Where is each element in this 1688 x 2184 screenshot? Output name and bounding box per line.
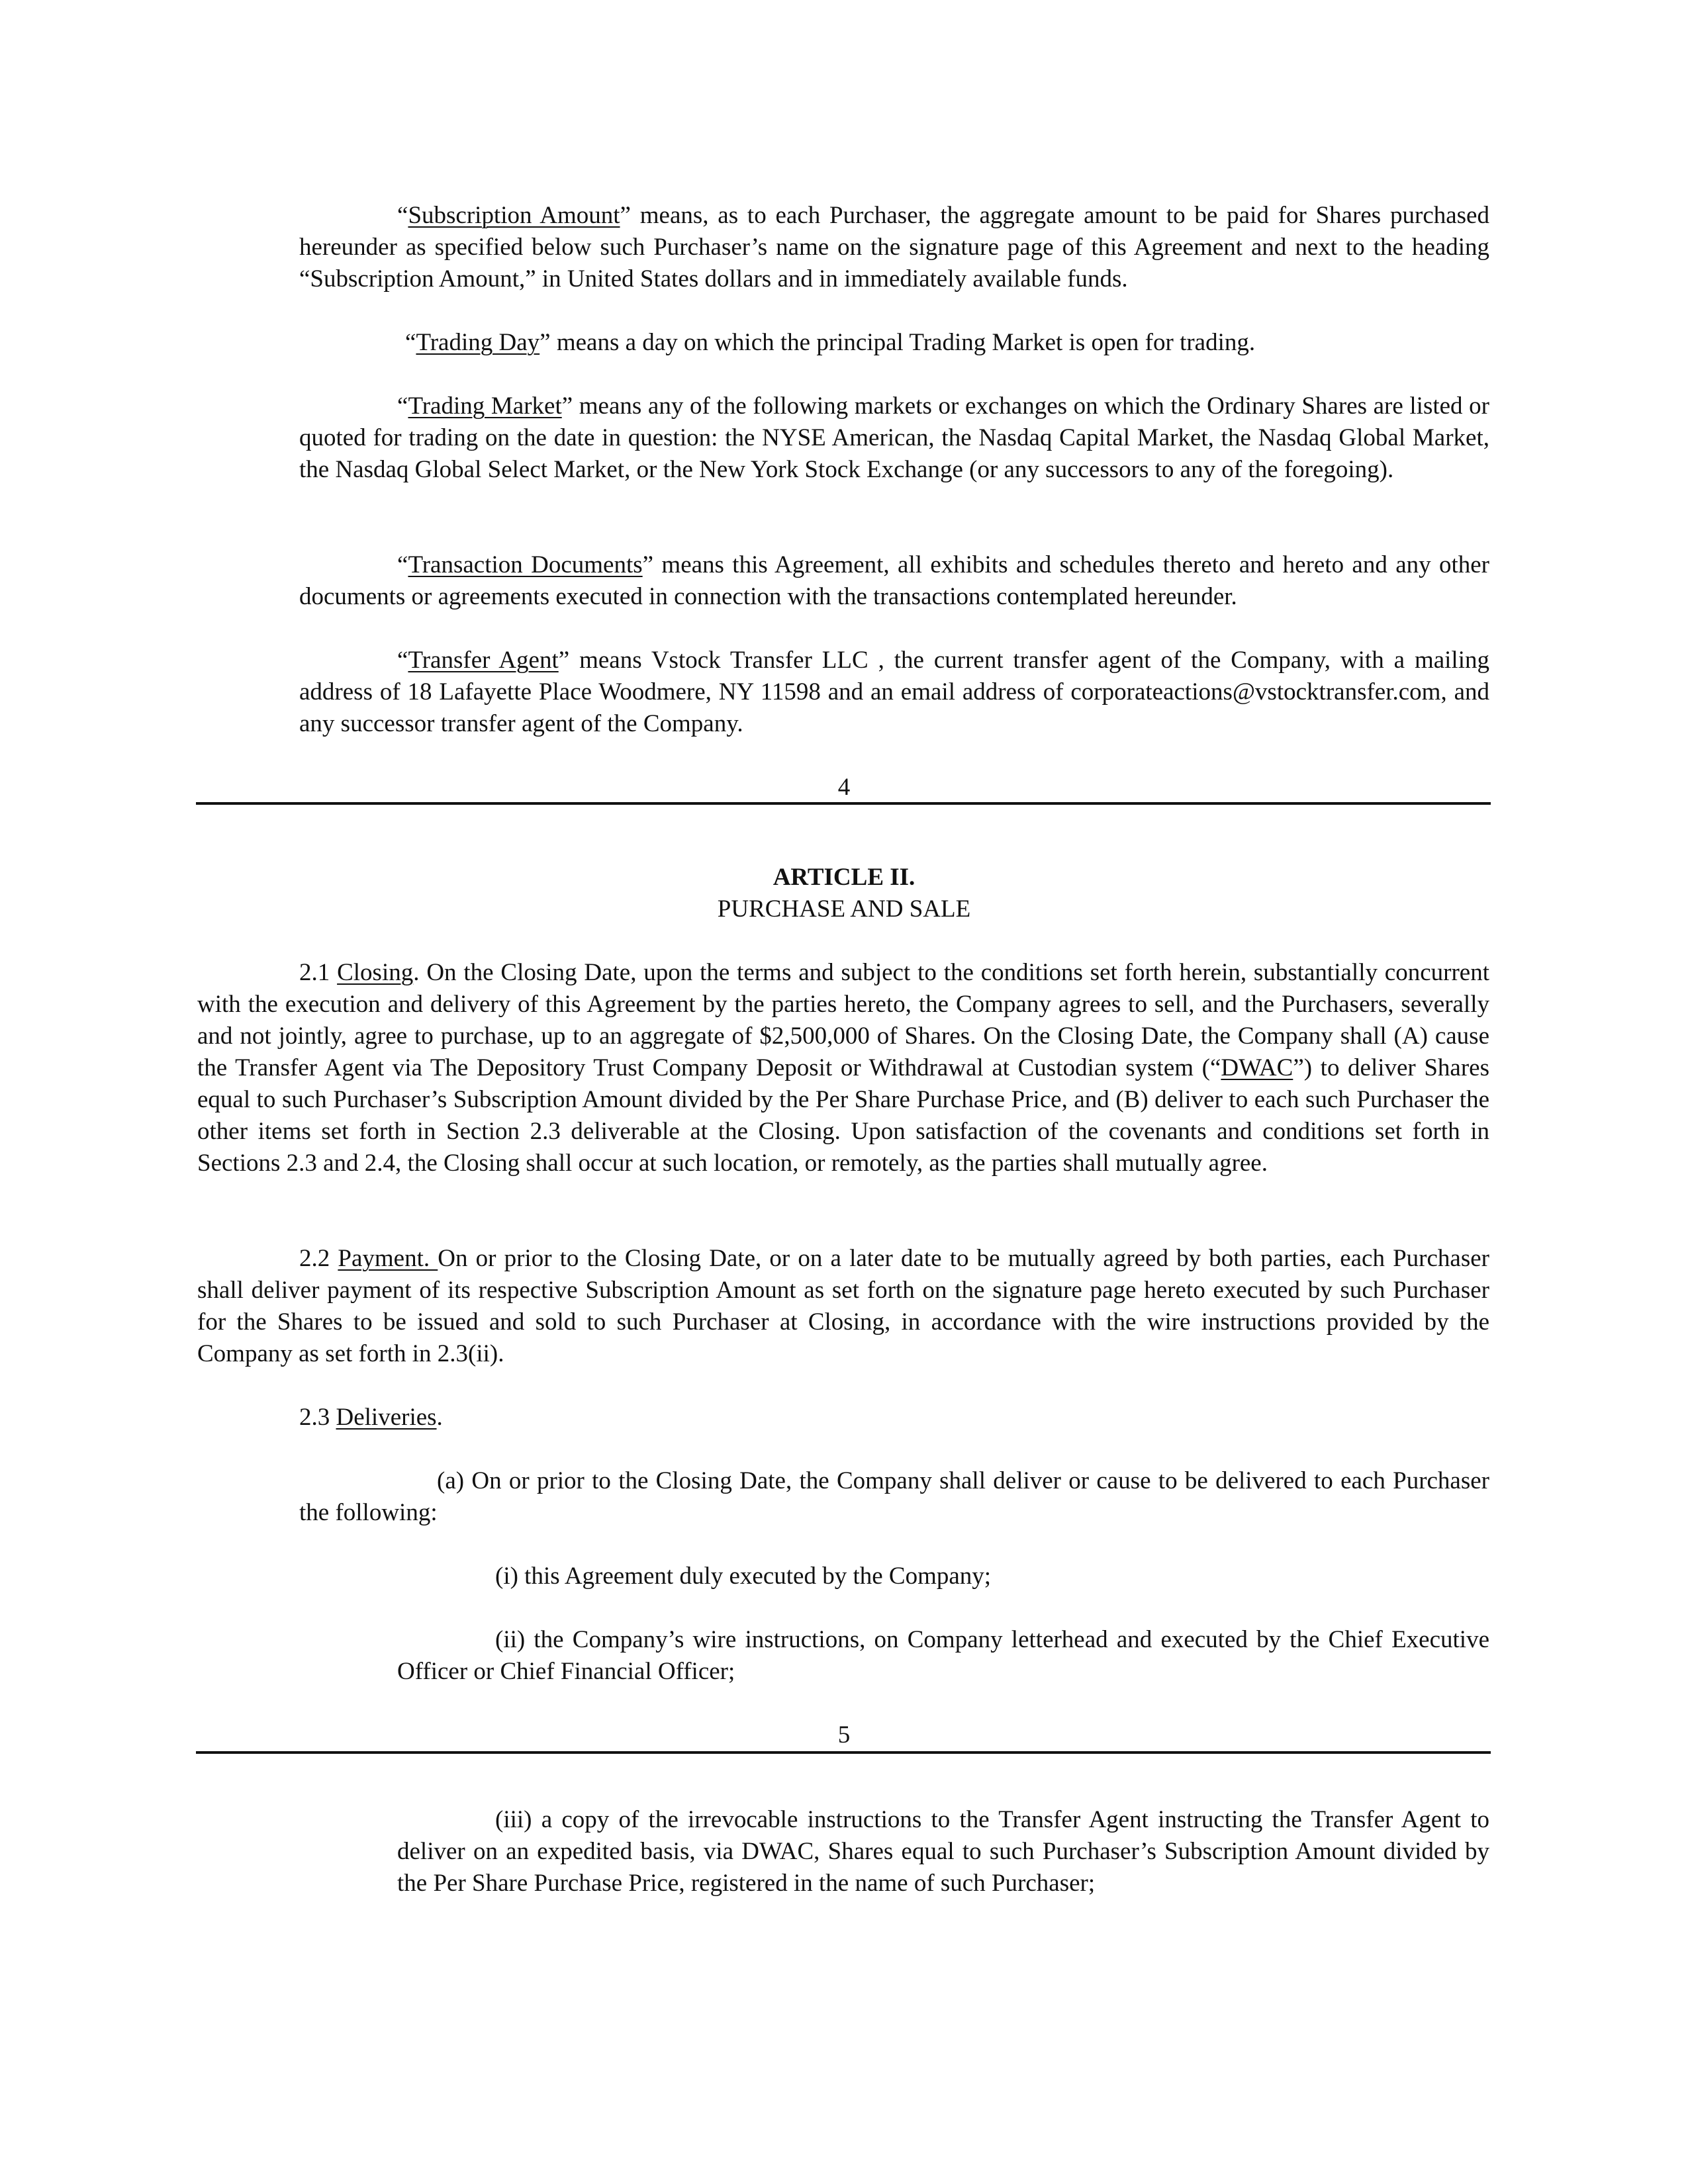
section-text: ”) to deliver Shares equal to such Purchaser’s Subscription Amount divided by the Per Share Purchase Price, and (B) deliver to each such Purchaser the other items set forth in Section 2.3 deliverable at the Closing. Upon satisfaction of the covenants and conditions set forth in Sections 2.3 and 2.4, the Closing shall occur at such location, or remotely, as the parties shall mutually agree. bbox=[197, 1054, 1489, 1177]
article-number: ARTICLE II. bbox=[773, 864, 915, 891]
definition-text: ” means, as to each Purchaser, the aggregate amount to be paid for Shares purchased hereunder as specified below such Purchaser’s name on the signature page of this Agreement and next to the heading “Subscription Amount,” in United States dollars and in immediately available funds. bbox=[299, 202, 1489, 293]
section-heading: Payment. bbox=[338, 1245, 438, 1272]
term-subscription-amount: Subscription Amount bbox=[408, 202, 620, 229]
section-text: On or prior to the Closing Date, or on a later date to be mutually agreed by both parties, each Purchaser shall deliver payment of its respective Subscription Amount as set forth on the signature page hereto executed by such Purchaser for the Shares to be issued and sold to such Purchaser at Closing, in accordance with the wire instructions provided by the Company as set forth in 2.3(ii). bbox=[197, 1245, 1489, 1367]
section-number: 2.2 bbox=[299, 1245, 338, 1272]
item-text: (i) this Agreement duly executed by the Company; bbox=[495, 1563, 992, 1590]
definition-text: ” means a day on which the principal Trading Market is open for trading. bbox=[539, 329, 1256, 356]
page-divider bbox=[196, 1751, 1491, 1754]
section-text: . On the Closing Date, upon the terms and subject to the conditions set forth herein, substantially concurrent with the execution and delivery of this Agreement by the parties hereto, the Company agrees to sell, and the Purchasers, severally and not jointly, agree to purchase, up to an aggregate of $2,500,000 of Shares. On the Closing Date, the Company shall (A) cause the Transfer Agent via The Depository Trust Company Deposit or Withdrawal at Custodian system (“ bbox=[197, 959, 1489, 1081]
term-transfer-agent: Transfer Agent bbox=[408, 647, 559, 674]
definition-text: ” means Vstock Transfer LLC , the current transfer agent of the Company, with a mailing address of 18 Lafayette Place Woodmere, NY 11598 and an email address of corporateactions@vstocktransfer.com, and any successor transfer agent of the Company. bbox=[299, 647, 1489, 737]
section-heading: Closing bbox=[337, 959, 414, 986]
section-2-3-a bbox=[299, 1465, 1489, 1529]
definition-trading-day: “Trading Day” means a day on which the principal Trading Market is open for trading. bbox=[405, 329, 1256, 356]
term-dwac: DWAC bbox=[1221, 1054, 1293, 1081]
section-2-3-a-i bbox=[397, 1561, 1489, 1592]
section-2-3-a-ii bbox=[397, 1624, 1489, 1688]
section-number: 2.1 bbox=[299, 959, 338, 986]
item-text: (iii) a copy of the irrevocable instructions to the Transfer Agent instructing the Transfer Agent to deliver on an expedited basis, via DWAC, Shares equal to such Purchaser’s Subscription Amount divided by the Per Share Purchase Price, registered in the name of such Purchaser; bbox=[397, 1806, 1489, 1897]
term-transaction-documents: Transaction Documents bbox=[408, 551, 643, 578]
section-text: . bbox=[436, 1404, 443, 1431]
subsection-text: (a) On or prior to the Closing Date, the Company shall deliver or cause to be delivered to each Purchaser the following: bbox=[299, 1467, 1489, 1526]
definition-subscription-amount: “Subscription Amount” means, as to each Purchaser, the aggregate amount to be paid for Shares purchased hereunder as specified below such Purchaser’s name on the signature page of this Agreement and next to the heading “Subscription Amount,” in United States dollars and in immediately available funds. bbox=[299, 202, 1489, 293]
definition-transfer-agent: “Transfer Agent” means Vstock Transfer LLC , the current transfer agent of the Company, with a mailing address of 18 Lafayette Place Woodmere, NY 11598 and an email address of corporateactions@vstocktransfer.com, and any successor transfer agent of the Company. bbox=[299, 647, 1489, 737]
section-number: 2.3 bbox=[299, 1404, 336, 1431]
section-2-3-a-iii bbox=[397, 1804, 1489, 1899]
section-2-3-deliveries bbox=[197, 1402, 1489, 1433]
term-trading-market: Trading Market bbox=[408, 392, 562, 420]
item-text: (ii) the Company’s wire instructions, on Company letterhead and executed by the Chief Executive Officer or Chief Financial Officer; bbox=[397, 1626, 1489, 1685]
article-title: PURCHASE AND SALE bbox=[717, 895, 971, 923]
page-number: 5 bbox=[837, 1721, 851, 1749]
page-divider bbox=[196, 802, 1491, 805]
definition-text: ” means this Agreement, all exhibits and schedules thereto and hereto and any other documents or agreements executed in connection with the transactions contemplated hereunder. bbox=[299, 551, 1489, 610]
section-2-2-payment bbox=[197, 1243, 1489, 1370]
definition-transaction-documents: “Transaction Documents” means this Agreement, all exhibits and schedules thereto and hereto and any other documents or agreements executed in connection with the transactions contemplated hereunder. bbox=[299, 551, 1489, 610]
definition-text: ” means any of the following markets or exchanges on which the Ordinary Shares are listed or quoted for trading on the date in question: the NYSE American, the Nasdaq Capital Market, the Nasdaq Global Market, the Nasdaq Global Select Market, or the New York Stock Exchange (or any successors to any of the foregoing). bbox=[299, 392, 1489, 483]
term-trading-day: Trading Day bbox=[416, 329, 540, 356]
page-number: 4 bbox=[837, 774, 851, 801]
section-heading: Deliveries bbox=[336, 1404, 437, 1431]
section-2-1-closing bbox=[197, 957, 1489, 1179]
definition-trading-market: “Trading Market” means any of the following markets or exchanges on which the Ordinary Shares are listed or quoted for trading on the date in question: the NYSE American, the Nasdaq Capital Market, the Nasdaq Global Market, the Nasdaq Global Select Market, or the New York Stock Exchange (or any successors to any of the foregoing). bbox=[299, 392, 1489, 483]
